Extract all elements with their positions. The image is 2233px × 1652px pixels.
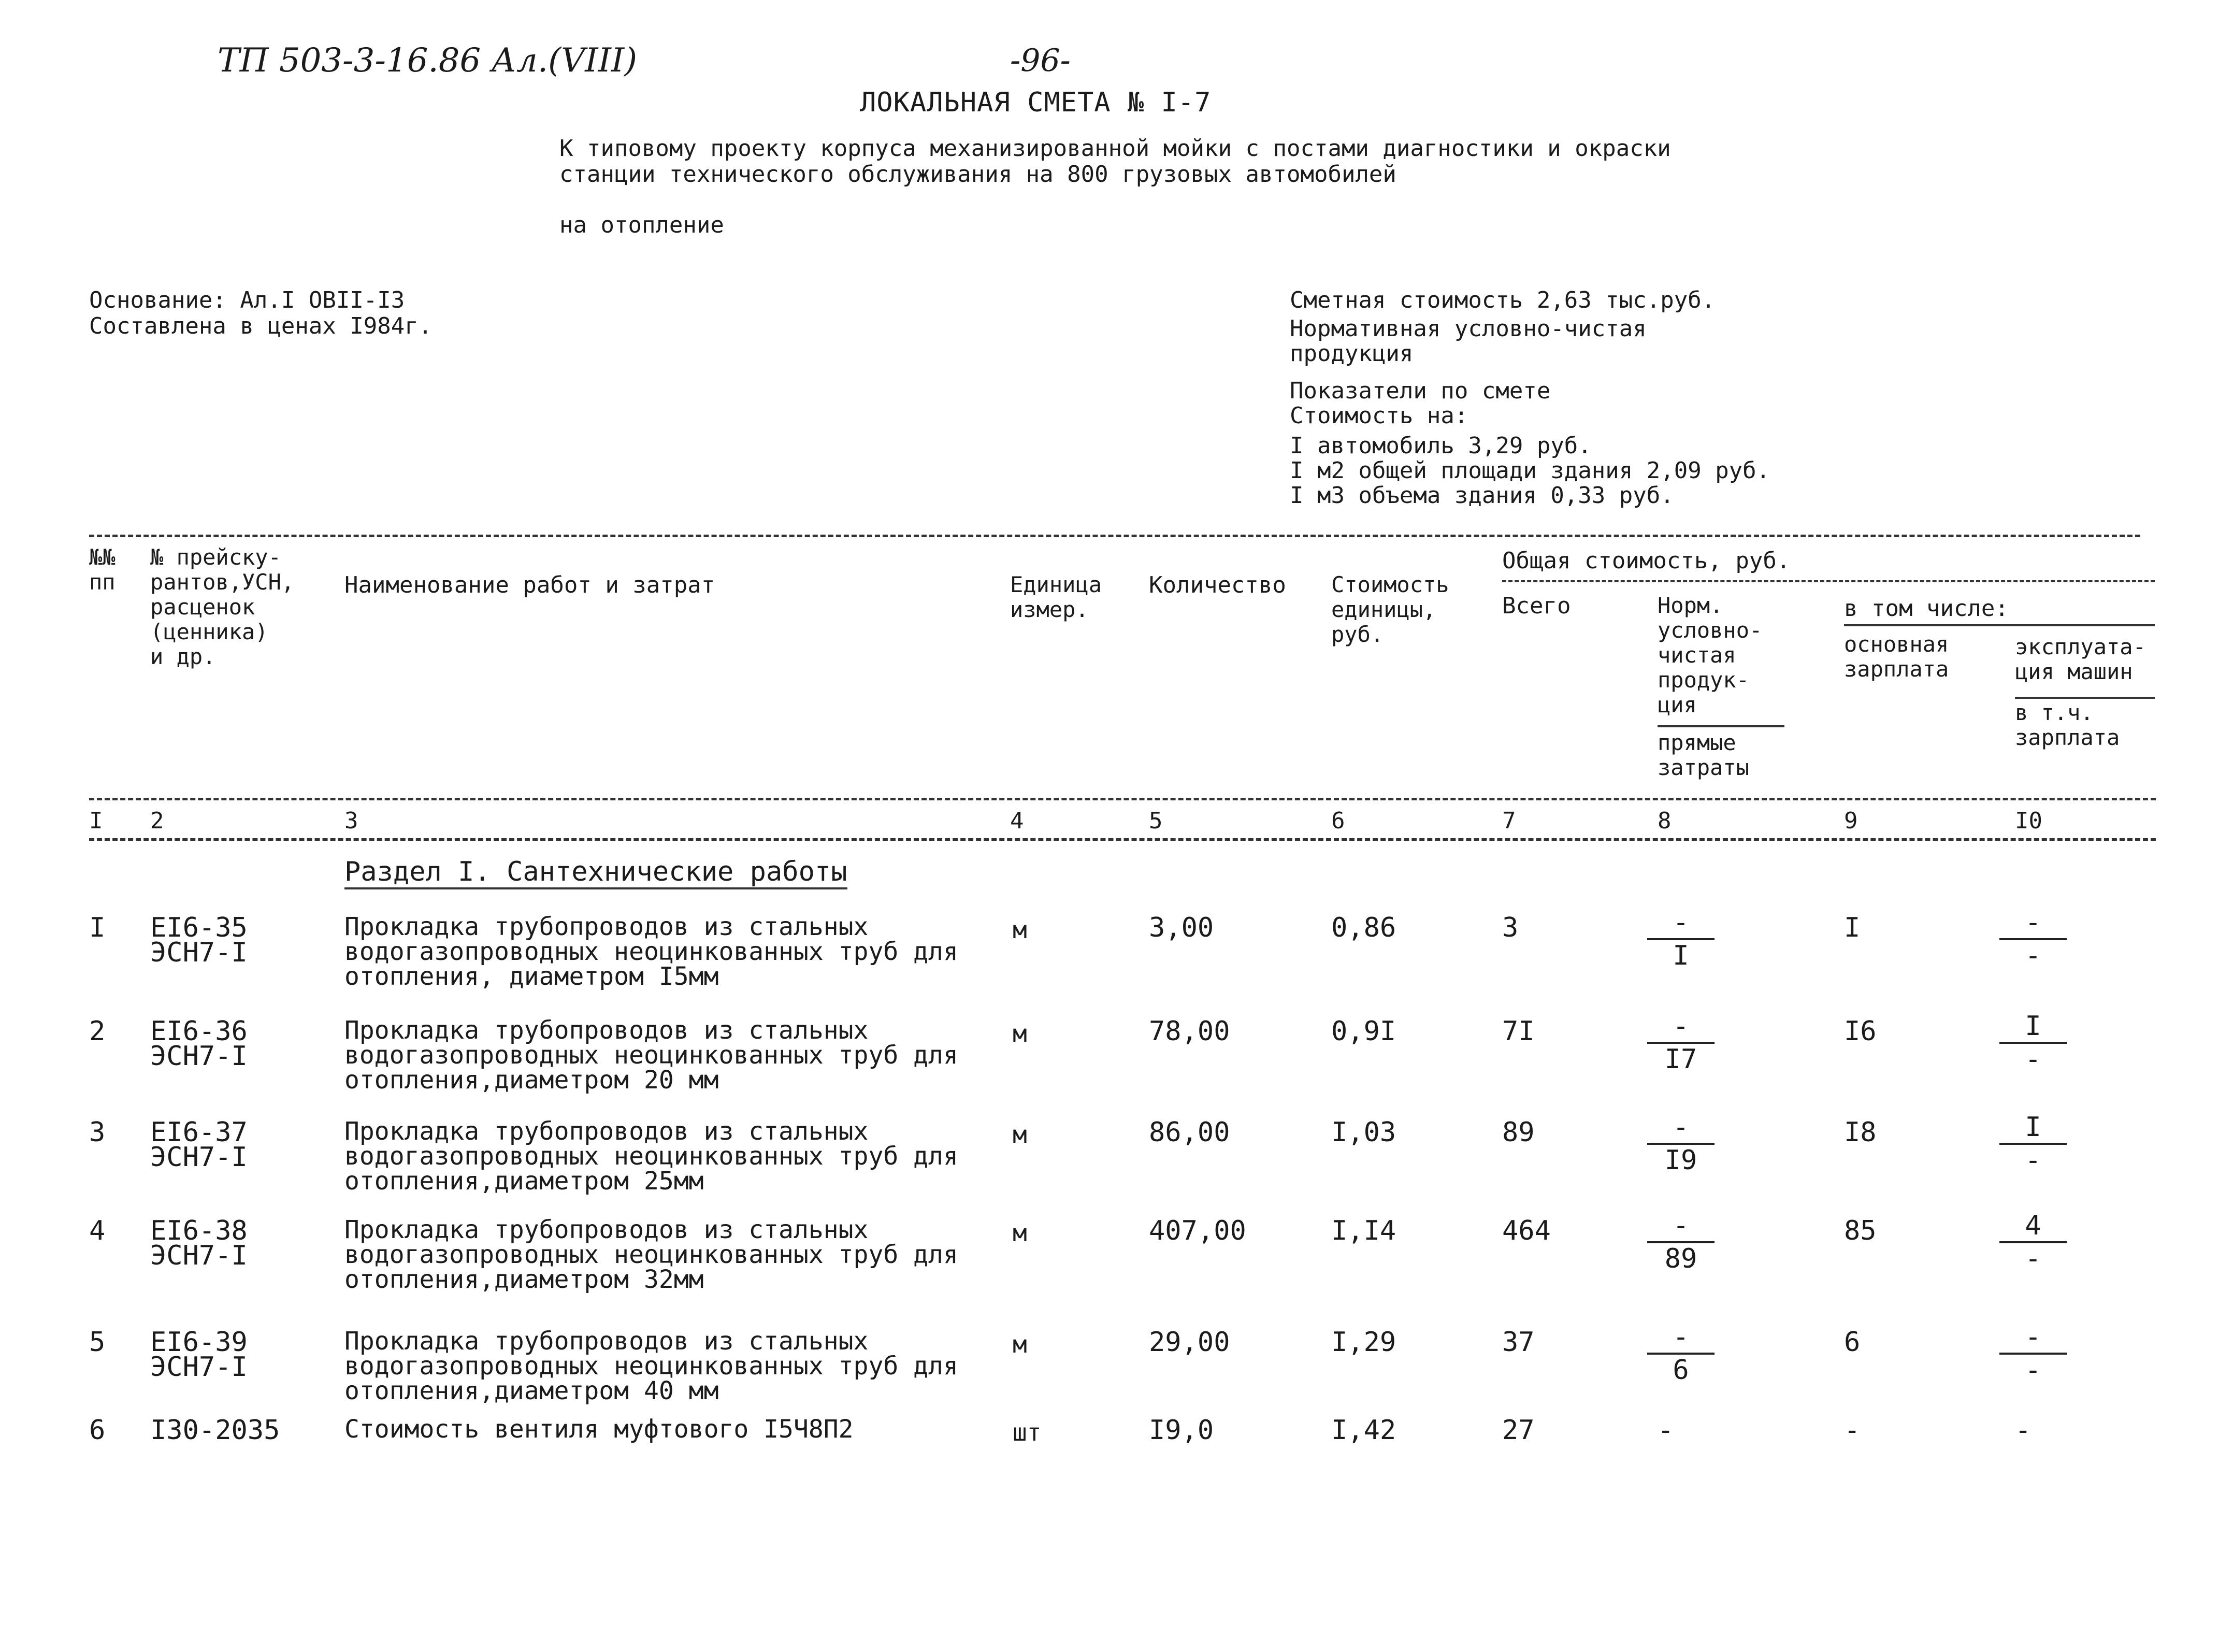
header-col7: Всего bbox=[1502, 593, 1571, 619]
column-number: 8 bbox=[1658, 808, 1672, 834]
row-quantity: 29,00 bbox=[1149, 1327, 1230, 1358]
total-cost-rule bbox=[1502, 580, 2155, 582]
header-col8-bottom: прямые затраты bbox=[1658, 730, 1750, 780]
column-number: I0 bbox=[2015, 808, 2042, 834]
row-total: 27 bbox=[1502, 1415, 1535, 1446]
row-net-product-denominator: I bbox=[1673, 940, 1689, 971]
row-code: EI6-36 bbox=[150, 1016, 248, 1047]
column-number: 3 bbox=[344, 808, 358, 834]
row-description: Прокладка трубопроводов из стальных водогазопроводных неоцинкованных труб для отопления, диаметром I5мм bbox=[344, 912, 958, 991]
document-title: ЛОКАЛЬНАЯ СМЕТА № I-7 bbox=[860, 87, 1212, 118]
header-top-rule bbox=[89, 535, 2140, 537]
header-col10-bottom: в т.ч. зарплата bbox=[2015, 700, 2120, 750]
row-salary: I8 bbox=[1844, 1117, 1877, 1148]
column-number: 4 bbox=[1010, 808, 1024, 834]
estimate-per-m2: I м2 общей площади здания 2,09 руб. bbox=[1290, 457, 1770, 484]
row-number: 3 bbox=[89, 1117, 106, 1148]
row-net-product bbox=[1647, 1323, 1715, 1385]
row-unit: м bbox=[1013, 1121, 1027, 1148]
row-machines-denominator: - bbox=[2025, 1355, 2041, 1386]
row-unit: м bbox=[1013, 1019, 1027, 1047]
row-salary: - bbox=[1844, 1415, 1861, 1446]
row-unit: м bbox=[1013, 916, 1027, 944]
header-col2: № прейску- рантов,УСН, расценок (ценника) и др. bbox=[150, 544, 295, 669]
row-net-product-numerator: - bbox=[1673, 1112, 1689, 1143]
row-machines-numerator: - bbox=[2025, 907, 2041, 938]
row-net-product: - bbox=[1658, 1415, 1674, 1446]
estimate-net-product-2: продукция bbox=[1290, 340, 1414, 367]
subtitle-line-2: станции технического обслуживания на 800 грузовых автомобилей bbox=[559, 161, 1396, 188]
row-quantity: 3,00 bbox=[1149, 912, 1214, 943]
row-total: 464 bbox=[1502, 1215, 1551, 1246]
row-machines bbox=[1999, 1012, 2067, 1074]
row-unit-price: I,29 bbox=[1331, 1327, 1396, 1358]
row-machines bbox=[1999, 1323, 2067, 1385]
row-net-product-numerator: - bbox=[1673, 1011, 1689, 1042]
row-description: Прокладка трубопроводов из стальных водогазопроводных неоцинкованных труб для отопления,диаметром 40 мм bbox=[344, 1327, 958, 1405]
row-code-secondary: ЭСН7-I bbox=[150, 1142, 248, 1173]
row-code: EI6-38 bbox=[150, 1215, 248, 1246]
header-bottom-rule bbox=[89, 798, 2156, 800]
row-unit-price: I,03 bbox=[1331, 1117, 1396, 1148]
row-machines-numerator: 4 bbox=[2025, 1210, 2041, 1241]
header-including: в том числе: bbox=[1844, 595, 2009, 622]
row-net-product-numerator: - bbox=[1673, 1321, 1689, 1353]
row-salary: 6 bbox=[1844, 1327, 1861, 1358]
column-number: 5 bbox=[1149, 808, 1163, 834]
basis-line-1: Основание: Ал.I ОВII-I3 bbox=[89, 287, 405, 313]
header-col9: основная зарплата bbox=[1844, 631, 1949, 682]
row-machines: - bbox=[2015, 1415, 2032, 1446]
including-rule bbox=[1844, 624, 2155, 626]
header-col5: Количество bbox=[1149, 572, 1286, 598]
row-unit-price: I,42 bbox=[1331, 1415, 1396, 1446]
row-net-product-denominator: I9 bbox=[1664, 1145, 1697, 1176]
row-unit: шт bbox=[1013, 1418, 1042, 1446]
row-code: I30-2035 bbox=[150, 1415, 280, 1446]
row-machines-numerator: I bbox=[2025, 1011, 2041, 1042]
column-number: 6 bbox=[1331, 808, 1345, 834]
row-code-secondary: ЭСН7-I bbox=[150, 1352, 248, 1383]
row-machines-numerator: - bbox=[2025, 1321, 2041, 1353]
row-machines-denominator: - bbox=[2025, 1145, 2041, 1176]
row-net-product bbox=[1647, 1113, 1715, 1175]
row-unit: м bbox=[1013, 1219, 1027, 1247]
basis-line-2: Составлена в ценах I984г. bbox=[89, 313, 433, 339]
row-unit-price: 0,9I bbox=[1331, 1016, 1396, 1047]
estimate-cost: Сметная стоимость 2,63 тыс.руб. bbox=[1290, 287, 1716, 313]
column-number: 2 bbox=[150, 808, 164, 834]
row-net-product-numerator: - bbox=[1673, 907, 1689, 938]
column-number: I bbox=[89, 808, 103, 834]
row-code: EI6-35 bbox=[150, 912, 248, 943]
row-salary: I bbox=[1844, 912, 1861, 943]
row-quantity: 86,00 bbox=[1149, 1117, 1230, 1148]
row-net-product-denominator: 6 bbox=[1673, 1355, 1689, 1386]
corner-mark: ТП 503-3-16.86 Ал.(VIII) bbox=[218, 41, 638, 80]
row-description: Прокладка трубопроводов из стальных водогазопроводных неоцинкованных труб для отопления,диаметром 25мм bbox=[344, 1117, 958, 1196]
estimate-per-vehicle: I автомобиль 3,29 руб. bbox=[1290, 433, 1592, 459]
column-number: 7 bbox=[1502, 808, 1516, 834]
row-description: Прокладка трубопроводов из стальных водогазопроводных неоцинкованных труб для отопления,диаметром 20 мм bbox=[344, 1016, 958, 1095]
row-quantity: 78,00 bbox=[1149, 1016, 1230, 1047]
header-col4: Единица измер. bbox=[1010, 572, 1102, 622]
header-col3: Наименование работ и затрат bbox=[344, 572, 715, 598]
row-number: 5 bbox=[89, 1327, 106, 1358]
row-total: 7I bbox=[1502, 1016, 1535, 1047]
column-numbers-rule bbox=[89, 838, 2156, 841]
row-unit: м bbox=[1013, 1330, 1027, 1358]
row-machines-denominator: - bbox=[2025, 940, 2041, 971]
row-quantity: 407,00 bbox=[1149, 1215, 1246, 1246]
estimate-cost-per: Стоимость на: bbox=[1290, 403, 1468, 429]
row-code-secondary: ЭСН7-I bbox=[150, 937, 248, 968]
row-number: I bbox=[89, 912, 106, 943]
subtitle-line-3: на отопление bbox=[559, 212, 724, 238]
row-net-product bbox=[1647, 908, 1715, 970]
estimate-per-m3: I м3 объема здания 0,33 руб. bbox=[1290, 482, 1674, 509]
row-machines-denominator: - bbox=[2025, 1044, 2041, 1075]
row-net-product-denominator: 89 bbox=[1664, 1243, 1697, 1274]
row-unit-price: 0,86 bbox=[1331, 912, 1396, 943]
header-col6: Стоимость единицы, руб. bbox=[1331, 572, 1449, 647]
row-total: 89 bbox=[1502, 1117, 1535, 1148]
row-code: EI6-37 bbox=[150, 1117, 248, 1148]
header-col1: №№ пп bbox=[89, 544, 116, 595]
estimate-indicators: Показатели по смете bbox=[1290, 378, 1551, 404]
row-machines-denominator: - bbox=[2025, 1243, 2041, 1274]
col10-sub-rule bbox=[2015, 697, 2155, 699]
header-col8-top: Норм. условно- чистая продук- ция bbox=[1658, 593, 1763, 717]
row-number: 6 bbox=[89, 1415, 106, 1446]
row-salary: 85 bbox=[1844, 1215, 1877, 1246]
row-salary: I6 bbox=[1844, 1016, 1877, 1047]
subtitle-line-1: К типовому проекту корпуса механизированной мойки с постами диагностики и окраски bbox=[559, 135, 1671, 162]
row-number: 2 bbox=[89, 1016, 106, 1047]
header-total-cost: Общая стоимость, руб. bbox=[1502, 548, 1791, 574]
row-unit-price: I,I4 bbox=[1331, 1215, 1396, 1246]
row-net-product-numerator: - bbox=[1673, 1210, 1689, 1241]
col8-sub-rule bbox=[1658, 725, 1784, 727]
row-description: Стоимость вентиля муфтового I5Ч8П2 bbox=[344, 1415, 854, 1444]
section-title: Раздел I. Сантехнические работы bbox=[344, 857, 847, 889]
row-code: EI6-39 bbox=[150, 1327, 248, 1358]
row-machines bbox=[1999, 1113, 2067, 1175]
row-description: Прокладка трубопроводов из стальных водогазопроводных неоцинкованных труб для отопления,диаметром 32мм bbox=[344, 1215, 958, 1294]
column-number: 9 bbox=[1844, 808, 1858, 834]
row-code-secondary: ЭСН7-I bbox=[150, 1240, 248, 1271]
row-total: 3 bbox=[1502, 912, 1519, 943]
row-net-product bbox=[1647, 1211, 1715, 1273]
row-total: 37 bbox=[1502, 1327, 1535, 1358]
row-machines-numerator: I bbox=[2025, 1112, 2041, 1143]
row-net-product bbox=[1647, 1012, 1715, 1074]
header-col10-top: эксплуата- ция машин bbox=[2015, 634, 2146, 684]
row-code-secondary: ЭСН7-I bbox=[150, 1041, 248, 1072]
estimate-net-product-1: Нормативная условно-чистая bbox=[1290, 315, 1647, 342]
row-net-product-denominator: I7 bbox=[1664, 1044, 1697, 1075]
row-machines bbox=[1999, 908, 2067, 970]
row-number: 4 bbox=[89, 1215, 106, 1246]
row-quantity: I9,0 bbox=[1149, 1415, 1214, 1446]
page-number: -96- bbox=[1010, 42, 1071, 79]
row-machines bbox=[1999, 1211, 2067, 1273]
